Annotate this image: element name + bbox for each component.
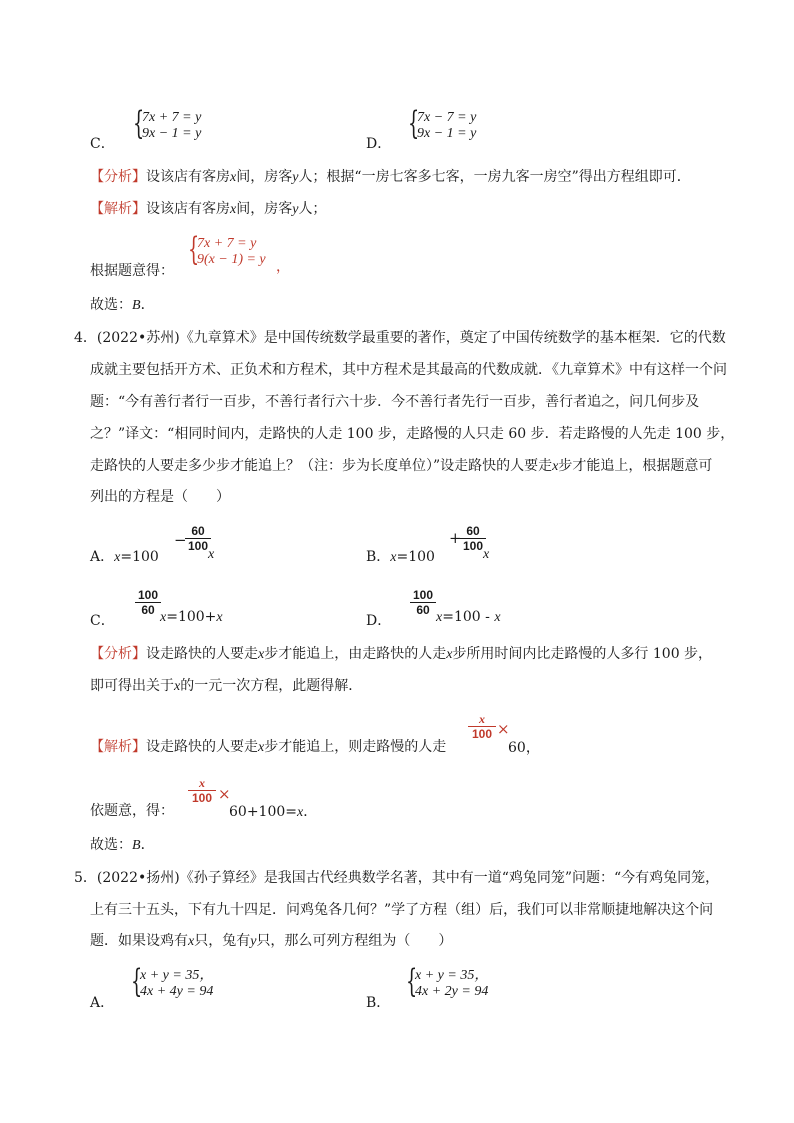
q4-option-c-eq bbox=[160, 609, 223, 626]
brace-icon: { bbox=[133, 104, 145, 142]
q3-option-c-eq1: 7x + 7 = y bbox=[142, 110, 202, 125]
q4-solution bbox=[90, 736, 446, 756]
q4-line-6: 列出的方程是（ ） bbox=[90, 489, 230, 505]
variable: y bbox=[292, 202, 299, 217]
q5-line-3-text: 题．如果设鸡有 bbox=[90, 933, 188, 949]
choice-prefix: 故选： bbox=[90, 297, 132, 313]
solution-text: 60+100= bbox=[229, 804, 297, 820]
q3-solution bbox=[90, 198, 326, 218]
q4-line-2: 成就主要包括开方术、正负术和方程术，其中方程术是其最高的代数成就．《九章算术》中有这样一个问 bbox=[90, 362, 727, 378]
analysis-text: 步所用时间内比走路慢的人多行 100 步， bbox=[452, 646, 713, 662]
fraction-denominator: 100 bbox=[191, 791, 213, 805]
fraction-numerator: 60 bbox=[191, 524, 205, 538]
q4-solution-times: × bbox=[497, 720, 510, 738]
variable: x bbox=[258, 740, 265, 755]
option-text: =100 bbox=[396, 549, 435, 565]
solution-text: 设该店有客房 bbox=[146, 201, 230, 217]
q4-analysis bbox=[90, 643, 712, 663]
q5-line-1: 5．(2022•扬州)《孙子算经》是我国古代经典数学名著，其中有一道“鸡兔同笼”问题：“今有鸡兔同笼， bbox=[74, 870, 720, 886]
option-label: B． bbox=[366, 549, 391, 565]
q3-option-d-eq1: 7x − 7 = y bbox=[417, 110, 477, 125]
choice-answer: B bbox=[132, 838, 141, 853]
q4-option-b-sign: + bbox=[449, 529, 462, 547]
solution-tag: 【解析】 bbox=[90, 201, 146, 217]
option-text: =100 bbox=[120, 549, 159, 565]
analysis-text: 即可得出关于 bbox=[90, 678, 174, 694]
q5-option-a-label: A． bbox=[90, 995, 115, 1011]
q3-solution-comma: ， bbox=[276, 259, 290, 275]
q4-option-b-fraction bbox=[461, 524, 485, 553]
q4-solution-times-2: × bbox=[218, 785, 231, 803]
brace-icon: { bbox=[408, 104, 420, 142]
solution-text: 人； bbox=[298, 201, 327, 217]
variable: x bbox=[114, 550, 121, 565]
fraction-numerator: x bbox=[479, 712, 485, 726]
analysis-text: 步才能追上，由走路快的人走 bbox=[264, 646, 447, 662]
q4-line-4: 之？”译文：“相同时间内，走路快的人走 100 步，走路慢的人只走 60 步．若走路慢的人先走 100 步， bbox=[90, 426, 735, 442]
choice-answer: B bbox=[132, 298, 141, 313]
analysis-tag: 【分析】 bbox=[90, 169, 146, 185]
fraction-denominator: 60 bbox=[141, 603, 155, 617]
variable: x bbox=[160, 610, 167, 625]
variable: x bbox=[230, 170, 237, 185]
q3-solution-eq2: 9(x − 1) = y bbox=[197, 252, 266, 267]
variable: y bbox=[250, 934, 257, 949]
analysis-tag: 【分析】 bbox=[90, 646, 146, 662]
q5-option-b-label: B． bbox=[366, 995, 391, 1011]
analysis-text: 的一元一次方程，此题得解． bbox=[180, 678, 363, 694]
option-text: =100 - bbox=[442, 609, 495, 625]
fraction-numerator: 100 bbox=[412, 588, 434, 602]
q4-option-d-eq bbox=[436, 609, 501, 626]
option-label: A． bbox=[90, 549, 115, 565]
brace-icon: { bbox=[406, 962, 418, 1000]
analysis-text: 间，房客 bbox=[236, 169, 293, 185]
choice-suffix: ． bbox=[140, 297, 155, 313]
q4-option-c-label: C． bbox=[90, 613, 115, 629]
q5-option-b-eq1: x + y = 35， bbox=[415, 968, 489, 983]
fraction-denominator: 100 bbox=[471, 727, 493, 741]
q4-line-1: 4．(2022•苏州)《九章算术》是中国传统数学最重要的著作，奠定了中国传统数学的基本框架．它的代数 bbox=[74, 330, 726, 346]
q3-choice bbox=[90, 294, 155, 314]
q5-line-2: 上有三十五头，下有九十四足．问鸡兔各几何？”学了方程（组）后，我们可以非常顺捷地解决这个问 bbox=[90, 902, 714, 918]
q4-option-b bbox=[366, 546, 435, 566]
variable: y bbox=[292, 170, 299, 185]
q3-solution-eq1: 7x + 7 = y bbox=[197, 236, 257, 251]
q4-option-c-fraction bbox=[136, 588, 160, 617]
q4-line-5-text: 走路快的人要走多少步才能追上？（注：步为长度单位）”设走路快的人要走 bbox=[90, 458, 553, 474]
q4-option-b-var: x bbox=[483, 547, 490, 562]
fraction-numerator: 60 bbox=[466, 524, 480, 538]
q4-line-3: 题：“今有善行者行一百步，不善行者行六十步．今不善行者先行一百步，善行者追之，问几何步及 bbox=[90, 394, 700, 410]
analysis-text: 人；根据“一房七客多七客，一房九客一房空”得出方程组即可． bbox=[298, 169, 691, 185]
q4-option-a-var: x bbox=[208, 547, 215, 562]
q4-solution-fraction bbox=[469, 712, 495, 741]
brace-icon: { bbox=[188, 230, 200, 268]
q4-by-text: 依题意，得： bbox=[90, 803, 174, 819]
solution-text: 设走路快的人要走 bbox=[146, 739, 258, 755]
choice-suffix: ． bbox=[140, 837, 155, 853]
fraction-numerator: 100 bbox=[137, 588, 159, 602]
q4-option-a bbox=[90, 546, 159, 566]
variable: x bbox=[446, 647, 453, 662]
q3-option-d-label: D． bbox=[366, 136, 392, 152]
variable: x bbox=[258, 647, 265, 662]
variable: x bbox=[494, 610, 501, 625]
variable: x bbox=[174, 679, 181, 694]
fraction-denominator: 100 bbox=[187, 539, 209, 553]
solution-text: 步才能追上，则走路慢的人走 bbox=[264, 739, 447, 755]
analysis-text: 设该店有客房 bbox=[146, 169, 230, 185]
variable: x bbox=[297, 805, 304, 820]
q4-solution-equation bbox=[229, 801, 317, 821]
fraction-denominator: 60 bbox=[416, 603, 430, 617]
variable: x bbox=[552, 459, 559, 474]
option-text: =100+ bbox=[166, 609, 217, 625]
solution-text: ． bbox=[303, 804, 318, 820]
q3-by-text: 根据题意得： bbox=[90, 263, 174, 279]
fraction-denominator: 100 bbox=[462, 539, 484, 553]
analysis-text: 设走路快的人要走 bbox=[146, 646, 258, 662]
variable: x bbox=[390, 550, 397, 565]
q5-option-b-eq2: 4x + 2y = 94 bbox=[415, 984, 489, 999]
solution-tag: 【解析】 bbox=[90, 739, 146, 755]
variable: x bbox=[216, 610, 223, 625]
q5-line-3-text: 只，那么可列方程组为（ ） bbox=[256, 933, 453, 949]
variable: x bbox=[230, 202, 237, 217]
q4-option-d-label: D． bbox=[366, 613, 392, 629]
q4-line-5 bbox=[90, 455, 712, 475]
q4-option-a-fraction bbox=[186, 524, 210, 553]
q3-option-c-eq2: 9x − 1 = y bbox=[142, 126, 202, 141]
q5-line-3 bbox=[90, 930, 452, 950]
q4-option-a-sign: − bbox=[174, 531, 187, 549]
q4-solution-tail: 60， bbox=[508, 740, 540, 756]
variable: x bbox=[188, 934, 195, 949]
q4-analysis-line-2 bbox=[90, 675, 362, 695]
q5-option-a-eq2: 4x + 4y = 94 bbox=[140, 984, 214, 999]
q3-option-c-label: C． bbox=[90, 136, 115, 152]
brace-icon: { bbox=[131, 962, 143, 1000]
q3-option-d-eq2: 9x − 1 = y bbox=[417, 126, 477, 141]
fraction-numerator: x bbox=[199, 776, 205, 790]
q4-solution-fraction-2 bbox=[189, 776, 215, 805]
choice-prefix: 故选： bbox=[90, 837, 132, 853]
solution-text: 间，房客 bbox=[236, 201, 293, 217]
q4-choice bbox=[90, 834, 155, 854]
q3-analysis bbox=[90, 166, 691, 186]
q5-line-3-text: 只，兔有 bbox=[194, 933, 251, 949]
q5-option-a-eq1: x + y = 35， bbox=[140, 968, 214, 983]
q4-line-5-text: 步才能追上，根据题意可 bbox=[558, 458, 713, 474]
q4-option-d-fraction bbox=[411, 588, 435, 617]
variable: x bbox=[436, 610, 443, 625]
